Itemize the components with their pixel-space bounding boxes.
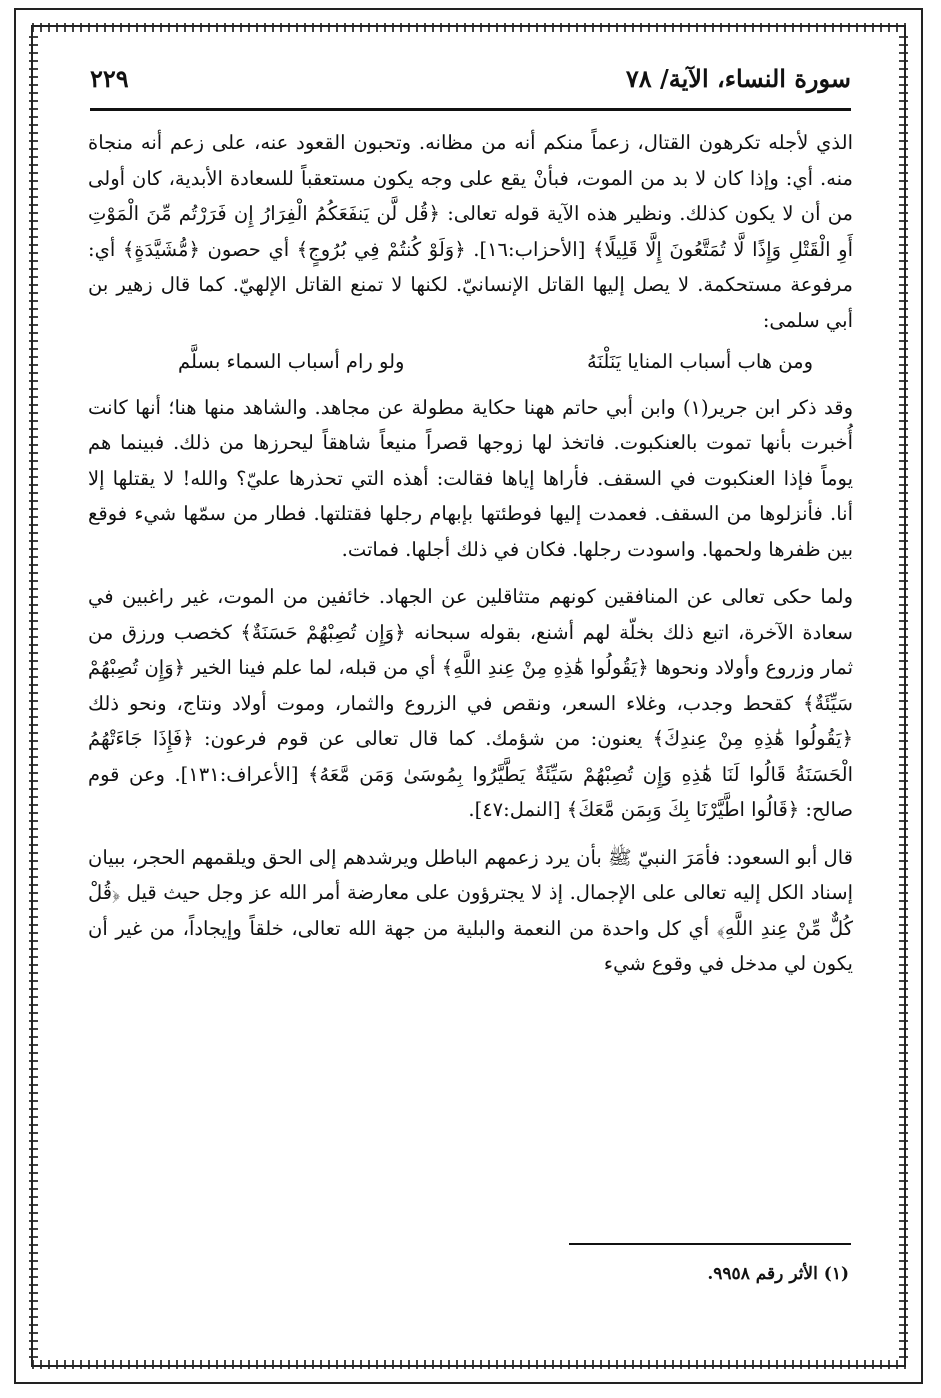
footnote-rule [569,1243,851,1245]
page-header [90,62,851,102]
poem-hemistich-right: ومن هاب أسباب المنايا يَنَلْنَهُ [587,350,813,373]
poem-verse [88,344,853,380]
paragraph-3: ولما حكى تعالى عن المنافقين كونهم متثاقلين عن الجهاد. خائفين من الموت، غير راغبين في سعادة الآخرة، اتبع ذلك بخلّة لهم أشنع، بقوله سبحانه ﴿وَإِن تُصِبْهُمْ حَسَنَةٌ﴾ كخصب ورزق من ثمار وزروع وأولاد ونحوها ﴿يَقُولُوا هَٰذِهِ مِنْ عِندِ اللَّهِ﴾ أي من قبله، لما علم فينا الخير ﴿وَإِن تُصِبْهُمْ سَيِّئَةٌ﴾ كقحط وجدب، وغلاء السعر، ونقص في الزروع والثمار، وموت أولاد ونتاج، ونحو ذلك ﴿يَقُولُوا هَٰذِهِ مِنْ عِندِكَ﴾ يعنون: من شؤمك. كما قال تعالى عن قوم فرعون: ﴿فَإِذَا جَاءَتْهُمُ الْحَسَنَةُ قَالُوا لَنَا هَٰذِهِ وَإِن تُصِبْهُمْ سَيِّئَةٌ يَطَّيَّرُوا بِمُوسَىٰ وَمَن مَّعَهُ﴾ [الأعراف:١٣١]. وعن قوم صالح: ﴿قَالُوا اطَّيَّرْنَا بِكَ وَبِمَن مَّعَكَ﴾ [النمل:٤٧]. [88,585,853,821]
running-title: سورة النساء، الآية/ ٧٨ [625,64,851,93]
paragraph-4: قال أبو السعود: فأمَرَ النبيّ ﷺ بأن يرد زعمهم الباطل ويرشدهم إلى الحق ويلقمهم الحجر، ببيان إسناد الكل إليه تعالى على الإجمال. إذ لا يجترؤون على معارضة أمر الله عز وجل حيث قيل ﴿قُلْ كُلٌّ مِّنْ عِندِ اللَّهِ﴾ أي كل واحدة من النعمة والبلية من جهة الله تعالى، خلقاً وإيجاداً، من غير أن يكون لي مدخل في وقوع شيء [88,845,853,975]
paragraph-2: وقد ذكر ابن جرير(١) وابن أبي حاتم ههنا حكاية مطولة عن مجاهد. والشاهد منها هنا؛ أنها كانت أُخبرت بأنها تموت بالعنكبوت. فاتخذ لها زوجها قصراً منيعاً شاهقاً ليحرزها من ذلك. فبينما هم يوماً فإذا العنكبوت في السقف. فأراها إياها فقالت: أهذه التي تحذرها عليّ؟ والله! لا يقتلها إلا أنا. فأنزلوها من السقف. فعمدت إليها فوطئتها بإبهام رجلها فقتلتها. فطار من سمّها شيء فوقع بين ظفرها ولحمها. واسودت رجلها. فكان في ذلك أجلها. فماتت. [88,395,854,561]
footnote: (١) الأثر رقم ٩٩٥٨. [707,1264,849,1284]
page-body [88,125,853,982]
header-rule [90,108,851,111]
paragraph-1: الذي لأجله تكرهون القتال، زعماً منكم أنه من مظانه. وتحبون القعود عنه، على زعم أنه منجاة منه. أي: وإذا كان لا بد من الموت، فبأنْ يقع على وجه يكون مستعقباً للسعادة الأبدية، كان أولى من أن لا يكون كذلك. ونظير هذه الآية قوله تعالى: ﴿قُل لَّن يَنفَعَكُمُ الْفِرَارُ إِن فَرَرْتُم مِّنَ الْمَوْتِ أَوِ الْقَتْلِ وَإِذًا لَّا تُمَتَّعُونَ إِلَّا قَلِيلًا﴾ [الأحزاب:١٦]. ﴿وَلَوْ كُنتُمْ فِي بُرُوجٍ﴾ أي حصون ﴿مُّشَيَّدَةٍ﴾ أي: مرفوعة مستحكمة. لا يصل إليها القاتل الإنسانيّ. لكنها لا تمنع القاتل الإلهيّ. كما قال زهير بن أبي سلمى: [88,131,854,332]
page-number: ٢٢٩ [90,64,129,93]
poem-hemistich-left: ولو رام أسباب السماء بسلَّم [178,350,405,373]
